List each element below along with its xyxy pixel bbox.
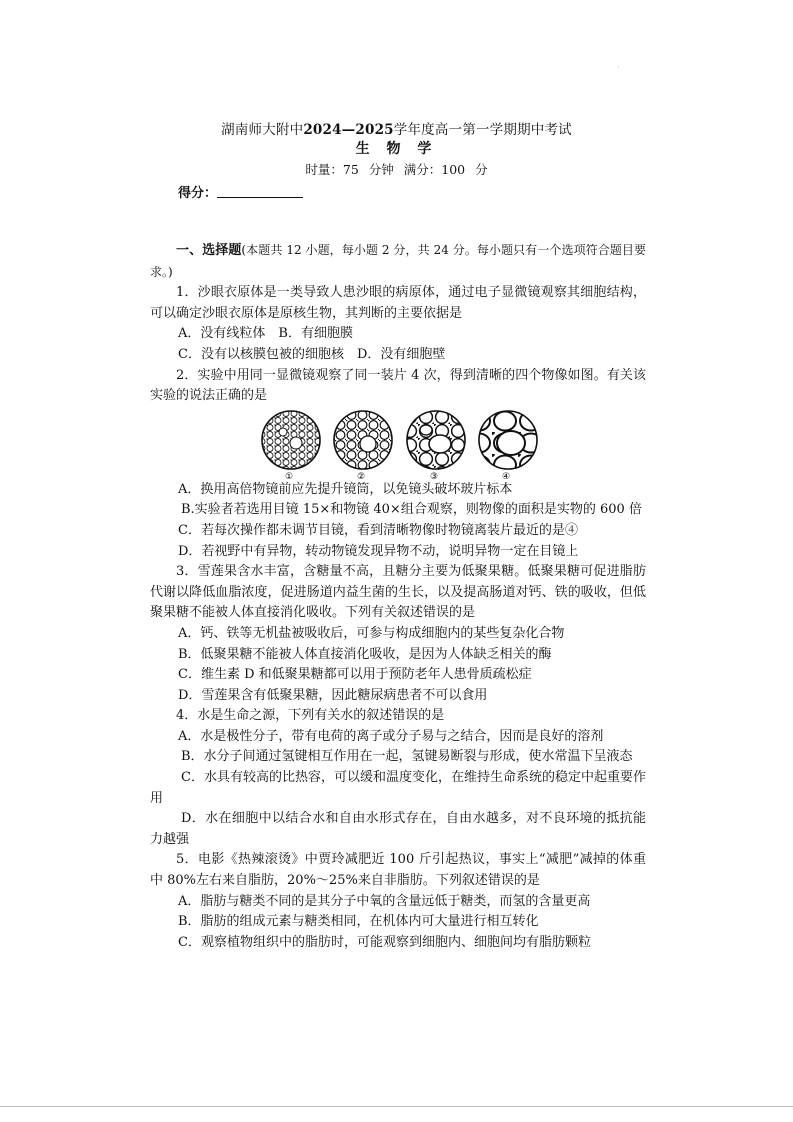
question-4-option-a: A．水是极性分子，带有电荷的离子或分子易与之结合，因而是良好的溶剂 <box>178 728 604 744</box>
question-3-option-c: C．维生素 D 和低聚果糖都可以用于预防老年人患骨质疏松症 <box>178 667 532 683</box>
figure-label: ③ <box>430 471 439 480</box>
question-5-stem: 5．电影《热辣滚烫》中贾玲减肥近 100 斤引起热议，事实上“减肥”减掉的体重中 80%左右来自脂肪，20%～25%来自非脂肪。下列叙述错误的是 <box>150 852 646 889</box>
score-field <box>178 182 303 201</box>
section-heading <box>150 240 646 283</box>
section-description: (本题共 12 小题，每小题 2 分，共 24 分。每小题只有一个选项符合题目要求。) <box>150 243 646 279</box>
question-4-stem: 4．水是生命之源，下列有关水的叙述错误的是 <box>176 708 445 724</box>
microscope-figure <box>150 410 646 480</box>
question-3-stem: 3．雪莲果含水丰富，含糖量不高，且糖分主要为低聚果糖。低聚果糖可促进脂肪代谢以降低血脂浓度，促进肠道内益生菌的生长，以及提高肠道对钙、铁的吸收，但低聚果糖不能被人体直接消化吸收。下列有关叙述错误的是 <box>150 564 646 621</box>
question-2-option-d: D．若视野中有异物，转动物镜发现异物不动，说明异物一定在目镜上 <box>178 543 579 559</box>
view-1 <box>262 411 320 469</box>
figure-label: ④ <box>502 471 511 480</box>
question-content <box>150 240 646 953</box>
figure-label: ② <box>357 471 366 480</box>
question-4-option-b: B．水分子间通过氢键相互作用在一起，氢键易断裂与形成，使水常温下呈液态 <box>181 749 633 765</box>
question-2-option-c: C．若每次操作都未调节目镜，看到清晰物像时物镜离装片最近的是④ <box>178 522 578 538</box>
page-bottom-rule <box>0 1106 793 1107</box>
score-label: 得分： <box>178 186 218 201</box>
question-3-option-b: B．低聚果糖不能被人体直接消化吸收，是因为人体缺乏相关的酶 <box>178 646 552 662</box>
corner-mark: · <box>617 63 620 72</box>
view-4 <box>479 411 537 469</box>
view-3 <box>407 411 465 469</box>
view-2 <box>334 411 392 469</box>
exam-title <box>0 118 793 138</box>
question-3-option-a: A．钙、铁等无机盐被吸收后，可参与构成细胞内的某些复杂化合物 <box>178 625 565 641</box>
question-5-option-a: A．脂肪与糖类不同的是其分子中氧的含量远低于糖类，而氢的含量更高 <box>178 893 591 909</box>
microscope-views <box>258 410 542 480</box>
question-1-stem: 1．沙眼衣原体是一类导致人患沙眼的病原体，通过电子显微镜观察其细胞结构，可以确定沙眼衣原体是原核生物，其判断的主要依据是 <box>150 285 646 321</box>
question-2-stem: 2．实验中用同一显微镜观察了同一装片 4 次，得到清晰的四个物像如图。有关该实验的说法正确的是 <box>150 367 646 404</box>
question-2-option-b: B.实验者若选用目镜 15×和物镜 40×组合观察，则物像的面积是实物的 600 倍 <box>181 502 642 518</box>
question-1-options-ab: A．没有线粒体 B．有细胞膜 <box>178 326 353 342</box>
score-blank[interactable] <box>217 185 303 198</box>
question-4-option-c: C．水具有较高的比热容，可以缓和温度变化，在维持生命系统的稳定中起重要作用 <box>150 770 646 806</box>
question-5-option-b: B．脂肪的组成元素与糖类相同，在机体内可大量进行相互转化 <box>178 914 539 930</box>
figure-label: ① <box>285 471 294 480</box>
exam-term: 学年度高一第一学期期中考试 <box>393 122 572 138</box>
school-years: 2024—2025 <box>303 122 394 138</box>
question-4-option-d: D．水在细胞中以结合水和自由水形式存在，自由水越多，对不良环境的抵抗能力越强 <box>150 811 646 847</box>
question-2-option-a: A．换用高倍物镜前应先提升镜筒，以免镜头破坏玻片标本 <box>178 481 513 497</box>
question-5-option-c: C．观察植物组织中的脂肪时，可能观察到细胞内、细胞间均有脂肪颗粒 <box>178 934 591 950</box>
section-title: 一、选择题 <box>176 243 242 258</box>
school-name: 湖南师大附中 <box>221 122 304 138</box>
subject-title: 生 物 学 <box>355 141 438 157</box>
question-1-options-cd: C．没有以核膜包被的细胞核 D．没有细胞壁 <box>178 346 446 362</box>
exam-meta: 时量：75 分钟 满分：100 分 <box>305 162 488 177</box>
question-3-option-d: D．雪莲果含有低聚果糖，因此糖尿病患者不可以食用 <box>178 687 488 703</box>
